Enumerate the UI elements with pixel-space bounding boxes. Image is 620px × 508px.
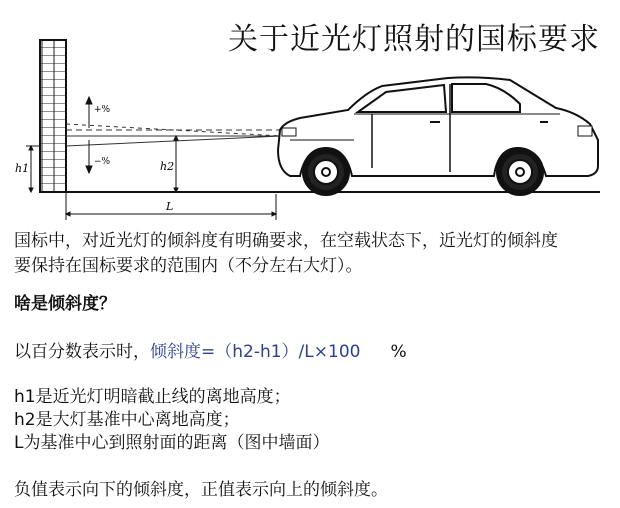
- page-title: 关于近光灯照射的国标要求: [228, 22, 600, 57]
- definition-h1: h1是近光灯明暗截止线的离地高度；: [14, 387, 291, 407]
- formula-prefix: 以百分数表示时，: [14, 342, 150, 362]
- formula-unit: %: [390, 342, 407, 362]
- label-minus: −%: [94, 157, 111, 167]
- rear-wheel: [499, 151, 541, 193]
- intro-line-1: 国标中，对近光灯的倾斜度有明确要求，在空载状态下，近光灯的倾斜度: [14, 231, 558, 251]
- label-h1: h1: [15, 162, 30, 175]
- definition-h2: h2是大灯基准中心离地高度；: [14, 410, 240, 430]
- front-wheel: [305, 151, 347, 193]
- headlight-diagram: [0, 0, 620, 230]
- intro-line-2: 要保持在国标要求的范围内（不分左右大灯）。: [14, 256, 363, 276]
- formula-text: 倾斜度=（h2-h1）/L×100: [150, 342, 361, 362]
- wall: [40, 40, 66, 192]
- question-heading: 啥是倾斜度？: [14, 294, 116, 314]
- label-l: L: [166, 200, 174, 213]
- definition-l: L为基准中心到照射面的距离（图中墙面）: [14, 433, 330, 453]
- beam-lines: [66, 124, 282, 146]
- h2-dimension: [174, 136, 178, 192]
- sign-note: 负值表示向下的倾斜度，正值表示向上的倾斜度。: [14, 480, 388, 500]
- label-h2: h2: [160, 160, 175, 173]
- tilt-arrows: [86, 97, 92, 173]
- formula-line: [14, 340, 407, 365]
- label-plus: +%: [94, 105, 111, 115]
